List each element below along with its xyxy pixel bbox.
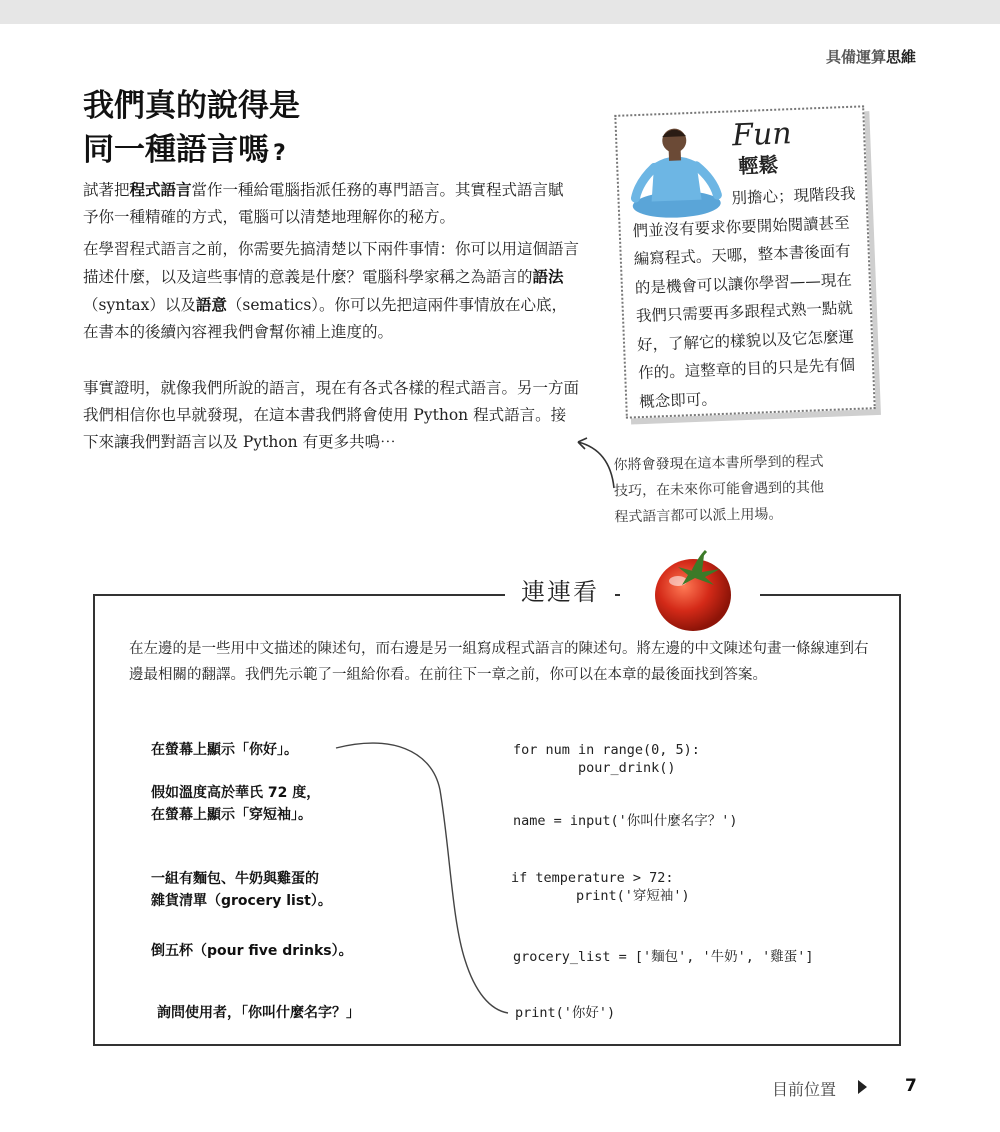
- left-statement-5-line1: 詢問使用者，「你叫什麼名字？」: [157, 1005, 360, 1021]
- tomato-icon: [648, 545, 738, 635]
- code-statement-1: for num in range(0, 5): pour_drink(): [513, 742, 700, 776]
- fun-logo: Fun: [731, 116, 793, 154]
- footer-arrow-icon: [858, 1080, 867, 1094]
- top-bar: [0, 0, 1000, 24]
- p1-text-a: 試著把: [83, 181, 130, 199]
- side-note-line3: 程式語言都可以派上用場。: [614, 506, 783, 526]
- side-note: [613, 448, 884, 531]
- side-note-line1: 你將會發現在這本書所學到的程式: [613, 453, 824, 474]
- left-statement-2-line1: 假如溫度高於華氏 72 度，: [151, 785, 321, 801]
- running-header-part1: 具備運算: [825, 48, 886, 66]
- section-title-line1: 我們真的說得是: [83, 88, 300, 124]
- p1-text-b: 當作一種給電腦指派任務的專門語言。其實程式語言賦予你一種精確的方式，電腦可以清楚地理解你的秘方。: [83, 181, 564, 226]
- code-statement-5: print('你好'): [515, 1005, 616, 1021]
- code-statement-2: name = input('你叫什麼名字？'): [513, 813, 738, 829]
- side-note-line2: 技巧，在未來你可能會遇到的其他: [613, 479, 825, 500]
- p2-text-b: （syntax）以及: [83, 296, 196, 314]
- code-statement-3: if temperature > 72: print('穿短袖'): [511, 870, 690, 904]
- code-statement-4: grocery_list = ['麵包', '牛奶', '雞蛋']: [513, 949, 814, 965]
- p2-term-syntax: 語法: [532, 267, 564, 286]
- section-title: [83, 84, 300, 176]
- left-statement-3-line1: 一組有麵包、牛奶與雞蛋的: [151, 871, 319, 887]
- fun-subtitle: 輕鬆: [737, 152, 779, 179]
- footer-section-label: 目前位置: [772, 1080, 837, 1099]
- question-mark: ?: [273, 141, 286, 166]
- p2-text-a: 在學習程式語言之前，你需要先搞清楚以下兩件事情：你可以用這個語言描述什麼，以及這些事情的意義是什麼？電腦科學家稱之為語言的: [83, 240, 580, 286]
- fun-box: [614, 105, 875, 418]
- p2-term-semantics: 語意: [195, 295, 227, 314]
- left-statement-5: [157, 1002, 360, 1024]
- running-header: [826, 46, 916, 67]
- section-title-line2: 同一種語言嗎: [83, 132, 269, 168]
- paragraph-3: 事實證明，就像我們所說的語言，現在有各式各樣的程式語言。另一方面我們相信你也早就發現，在這本書我們將會使用 Python 程式語言。接下來讓我們對語言以及 Python 有更多共鳴⋯: [83, 379, 580, 451]
- page-number: 7: [905, 1076, 917, 1096]
- exercise-instructions: 在左邊的是一些用中文描述的陳述句，而右邊是另一組寫成程式語言的陳述句。將左邊的中文陳述句畫一條線連到右邊最相關的翻譯。我們先示範了一組給你看。在前往下一章之前，你可以在本章的最後面找到答案。: [129, 641, 869, 683]
- paragraph-1: [83, 176, 579, 231]
- fun-text: 別擔心；現階段我們並沒有要求你要開始閱讀甚至編寫程式。天哪，整本書後面有的是機會可以讓你學習——現在我們只需要再多跟程式熟一點就好，了解它的樣貌以及它怎麼運作的。這整章的目的只是先有個概念即可。: [632, 184, 856, 411]
- left-statement-4: [151, 940, 353, 962]
- paragraph-2: [83, 236, 579, 346]
- left-statement-1-line1: 在螢幕上顯示「你好」。: [151, 742, 298, 758]
- left-statement-4-line1: 倒五杯（pour five drinks）。: [151, 943, 353, 959]
- running-header-part2: 思維: [885, 48, 916, 66]
- left-statement-1: [151, 739, 298, 761]
- p2-text-c: （sematics）。你可以先把這兩件事情放在心底，在書本的後續內容裡我們會幫你補上進度的。: [83, 296, 568, 341]
- exercise-title: 連連看: [505, 572, 615, 612]
- left-statement-2: [151, 782, 320, 826]
- p1-term: 程式語言: [129, 180, 192, 199]
- left-statement-3-line2: 雜貨清單（grocery list）。: [151, 893, 332, 909]
- left-statement-3: [151, 868, 332, 912]
- left-statement-2-line2: 在螢幕上顯示「穿短袖」。: [151, 807, 312, 823]
